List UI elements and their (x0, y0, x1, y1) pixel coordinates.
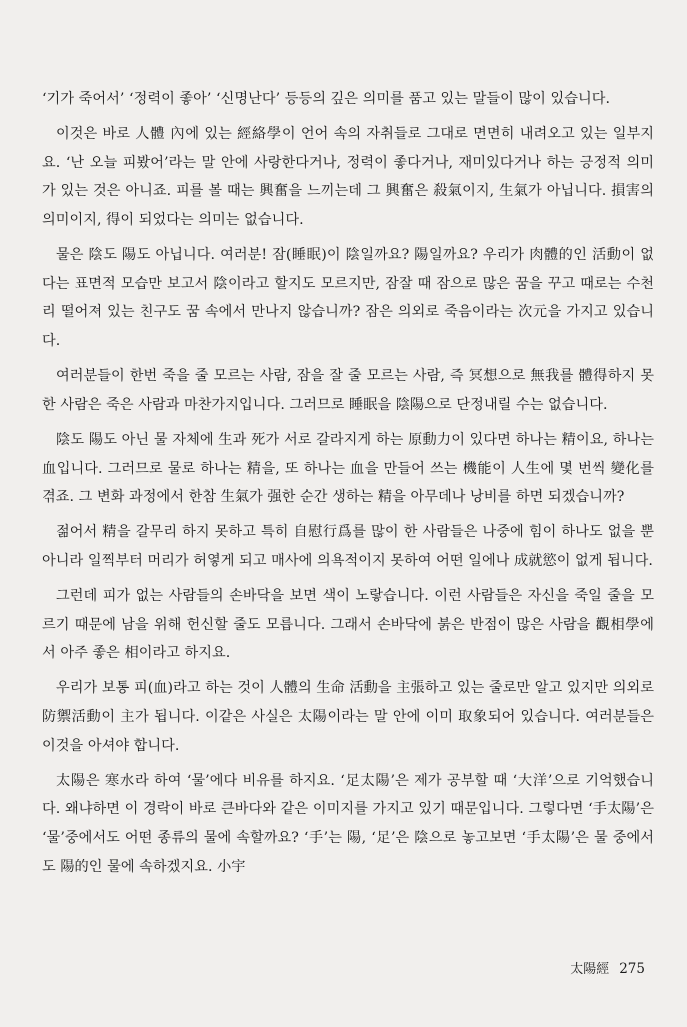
page-footer (570, 958, 645, 977)
running-footer-section: 太陽經 (570, 962, 610, 977)
paragraph: 陰도 陽도 아닌 물 자체에 生과 死가 서로 갈라지게 하는 原動力이 있다면 하나는 精이요, 하나는 血입니다. 그러므로 물로 하나는 精을, 또 하나는 血을 만들어 쓰는 機能이 人生에 몇 번씩 變化를 겪죠. 그 변화 과정에서 한참 生氣가 强한 순간 생하는 精을 아무데나 낭비를 하면 되겠습니까? (42, 431, 654, 506)
paragraph: 이것은 바로 人體 內에 있는 經絡學이 언어 속의 자취들로 그대로 면면히 내려오고 있는 일부지요. ‘난 오늘 피봤어’라는 말 안에 사랑한다거나, 정력이 좋다거나, 재미있다거나 하는 긍정적 의미가 있는 것은 아니죠. 피를 볼 때는 興奮을 느끼는데 그 興奮은 殺氣이지, 生氣가 아닙니다. 損害의 의미이지, 得이 되었다는 의미는 없습니다. (42, 126, 654, 228)
paragraph: 젊어서 精을 갈무리 하지 못하고 특히 自慰行爲를 많이 한 사람들은 나중에 힘이 하나도 없을 뿐 아니라 일찍부터 머리가 허옇게 되고 매사에 의욕적이지 못하여 어떤 일에나 成就慾이 없게 됩니다. (42, 524, 654, 569)
paragraph: 太陽은 寒水라 하여 ‘물’에다 비유를 하지요. ‘足太陽’은 제가 공부할 때 ‘大洋’으로 기억했습니다. 왜냐하면 이 경락이 바로 큰바다와 같은 이미지를 가지고 있기 때문입니다. 그렇다면 ‘手太陽’은 ‘물’중에서도 어떤 종류의 물에 속할까요? ‘手’는 陽, ‘足’은 陰으로 놓고보면 ‘手太陽’은 물 중에서도 陽的인 물에 속하겠지요. 小宇 (42, 772, 654, 875)
paragraph: ‘기가 죽어서’ ‘정력이 좋아’ ‘신명난다’ 등등의 깊은 의미를 품고 있는 말들이 많이 있습니다. (42, 91, 611, 107)
paragraph: 여러분들이 한번 죽을 줄 모르는 사람, 잠을 잘 줄 모르는 사람, 즉 冥想으로 無我를 體得하지 못한 사람은 죽은 사람과 마찬가지입니다. 그러므로 睡眠을 陰陽으로 단정내릴 수는 없습니다. (42, 368, 654, 413)
body-text (42, 85, 654, 888)
page-number: 275 (619, 961, 645, 977)
paragraph: 우리가 보통 피(血)라고 하는 것이 人體의 生命 活動을 主張하고 있는 줄로만 알고 있지만 의외로 防禦活動이 主가 됩니다. 이같은 사실은 太陽이라는 말 안에 이미 取象되어 있습니다. 여러분들은 이것을 아셔야 합니다. (42, 680, 654, 754)
paragraph: 그런데 피가 없는 사람들의 손바닥을 보면 색이 노랗습니다. 이런 사람들은 자신을 죽일 줄을 모르기 때문에 남을 위해 헌신할 줄도 모릅니다. 그래서 손바닥에 붉은 반점이 많은 사람을 觀相學에서 아주 좋은 相이라고 하지요. (42, 588, 654, 662)
paragraph: 물은 陰도 陽도 아닙니다. 여러분! 잠(睡眠)이 陰일까요? 陽일까요? 우리가 肉體的인 活動이 없다는 표면적 모습만 보고서 陰이라고 할지도 모르지만, 잠잘 때 잠으로 많은 꿈을 꾸고 때로는 수천리 떨어져 있는 친구도 꿈 속에서 만나지 않습니까? 잠은 의외로 죽음이라는 次元을 가지고 있습니다. (42, 247, 654, 349)
